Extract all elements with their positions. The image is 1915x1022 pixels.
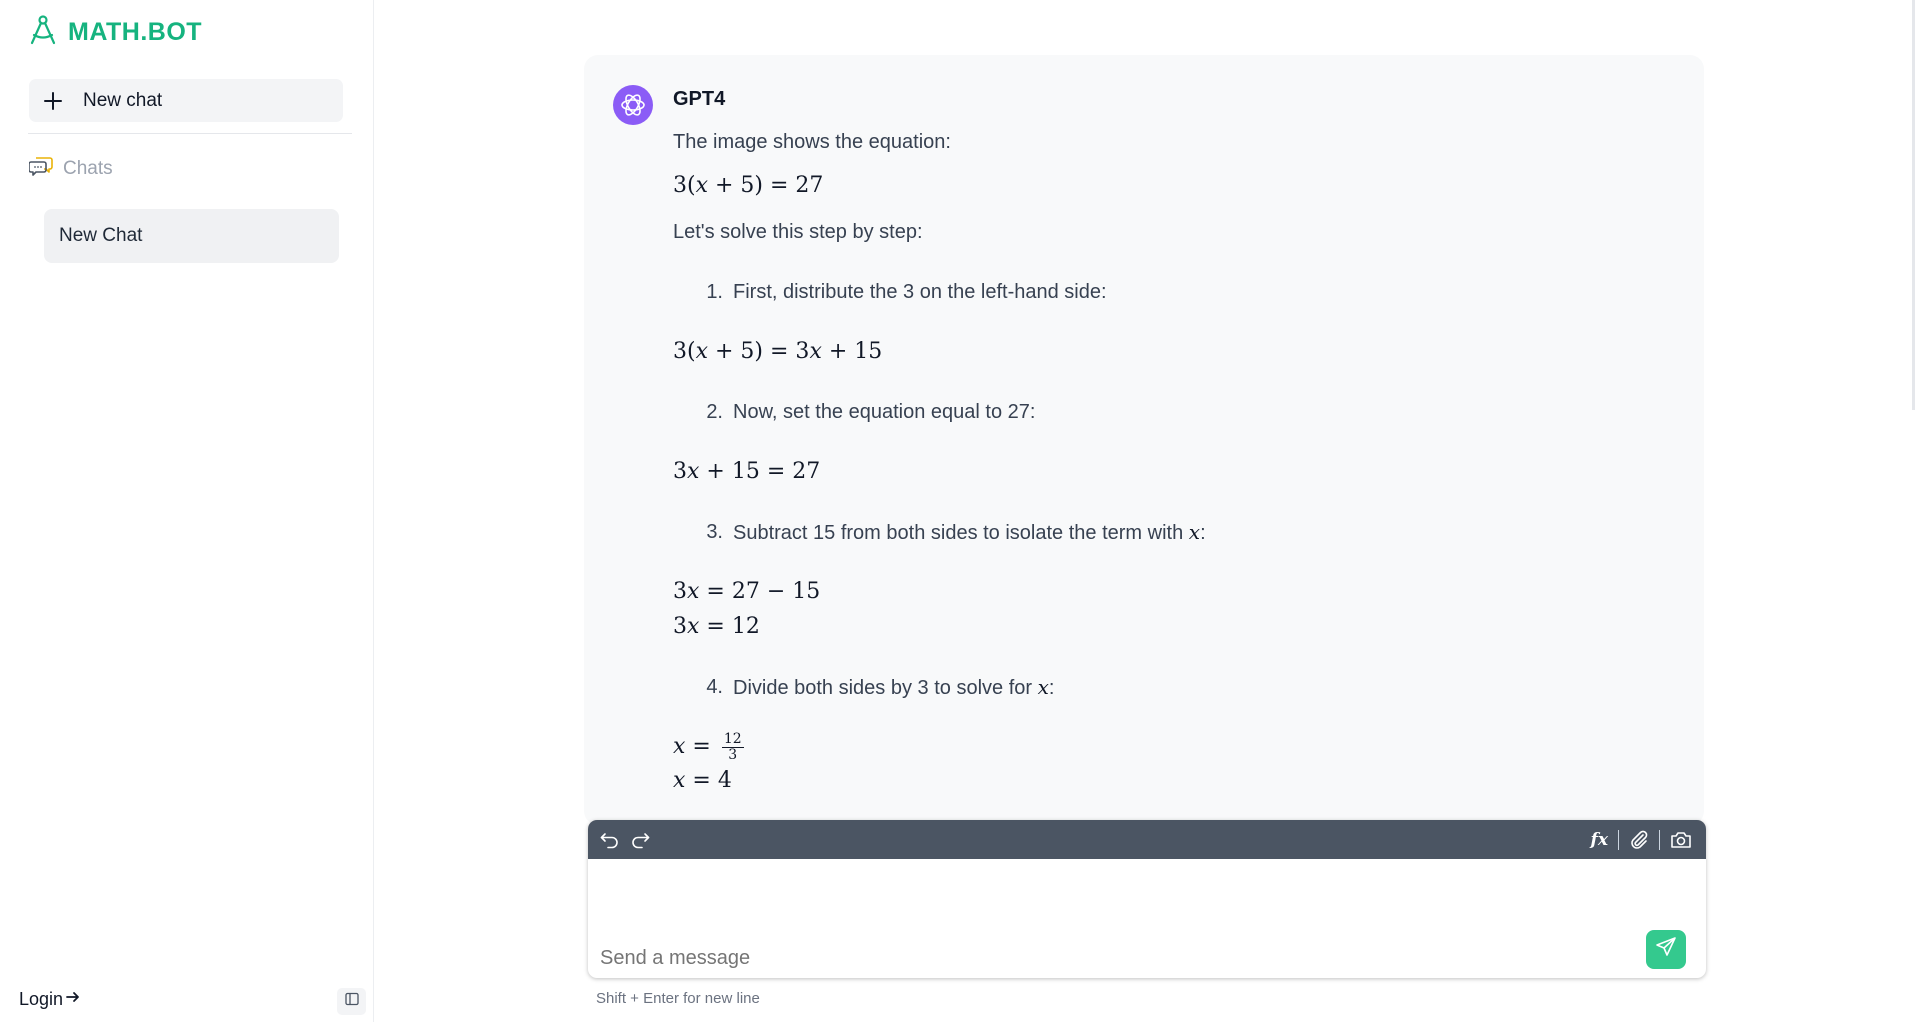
- new-chat-button[interactable]: [29, 79, 343, 122]
- brand-name: MATH.BOT: [68, 18, 203, 46]
- openai-logo-icon: [613, 85, 653, 125]
- math-equation: 3x + 15 = 27: [673, 459, 821, 484]
- composer-toolbar: [588, 820, 1706, 859]
- step-text: Divide both sides by 3 to solve for x:: [733, 674, 1055, 699]
- brand[interactable]: [28, 14, 202, 51]
- step-text: Now, set the equation equal to 27:: [733, 401, 1036, 423]
- math-equation: x = $\frac{12}{3}$: [673, 730, 742, 763]
- math-equation: 3x = 27 − 15: [673, 579, 821, 604]
- message-body: [673, 123, 1673, 796]
- formula-button[interactable]: fx: [1590, 829, 1608, 850]
- message-composer: [588, 820, 1706, 978]
- message-lead: Let's solve this step by step:: [673, 221, 923, 243]
- step-number: 2.: [706, 401, 723, 423]
- undo-icon[interactable]: [600, 831, 620, 849]
- send-icon: [1655, 936, 1677, 963]
- toolbar-divider: [1659, 830, 1660, 850]
- toolbar-divider: [1618, 830, 1619, 850]
- math-equation: 3(x + 5) = 27: [673, 173, 824, 198]
- sidebar-toggle-button[interactable]: [337, 988, 366, 1015]
- chat-item-label: New Chat: [59, 225, 143, 246]
- plus-icon: [41, 89, 65, 113]
- chats-header-label: Chats: [63, 157, 113, 179]
- step-item: [673, 277, 1673, 307]
- sidebar-divider: [28, 133, 352, 134]
- new-chat-label: New chat: [83, 89, 163, 111]
- math-equation: 3x = 12: [673, 614, 760, 639]
- composer-hint: Shift + Enter for new line: [596, 990, 760, 1007]
- sidebar-toggle-icon: [345, 992, 359, 1011]
- login-label: Login: [19, 989, 64, 1009]
- step-number: 4.: [706, 676, 723, 698]
- math-equation: 3(x + 5) = 3x + 15: [673, 339, 883, 364]
- message-input[interactable]: [600, 947, 1600, 970]
- math-equation: x = 4: [673, 768, 732, 793]
- send-button[interactable]: [1646, 930, 1686, 969]
- login-link[interactable]: [19, 989, 80, 1010]
- step-item: [673, 672, 1673, 702]
- chat-list-item[interactable]: [44, 209, 339, 263]
- fraction: $\frac{12}{3}$: [723, 730, 742, 763]
- step-number: 3.: [706, 521, 723, 543]
- paperclip-icon[interactable]: [1629, 830, 1649, 850]
- step-text: Subtract 15 from both sides to isolate the term with x:: [733, 519, 1206, 544]
- arrow-right-icon: [66, 990, 80, 1009]
- step-item: [673, 397, 1673, 427]
- redo-icon[interactable]: [630, 831, 650, 849]
- compass-icon: [28, 14, 58, 51]
- camera-icon[interactable]: [1670, 830, 1692, 850]
- chat-bubbles-icon: [29, 155, 53, 182]
- chats-header: [29, 155, 113, 182]
- step-item: [673, 517, 1673, 547]
- message-sender: GPT4: [673, 88, 726, 110]
- step-text: First, distribute the 3 on the left-hand side:: [733, 281, 1107, 303]
- sidebar: [0, 0, 374, 1022]
- message-intro: The image shows the equation:: [673, 131, 951, 153]
- step-number: 1.: [706, 281, 723, 303]
- assistant-message: [584, 55, 1704, 825]
